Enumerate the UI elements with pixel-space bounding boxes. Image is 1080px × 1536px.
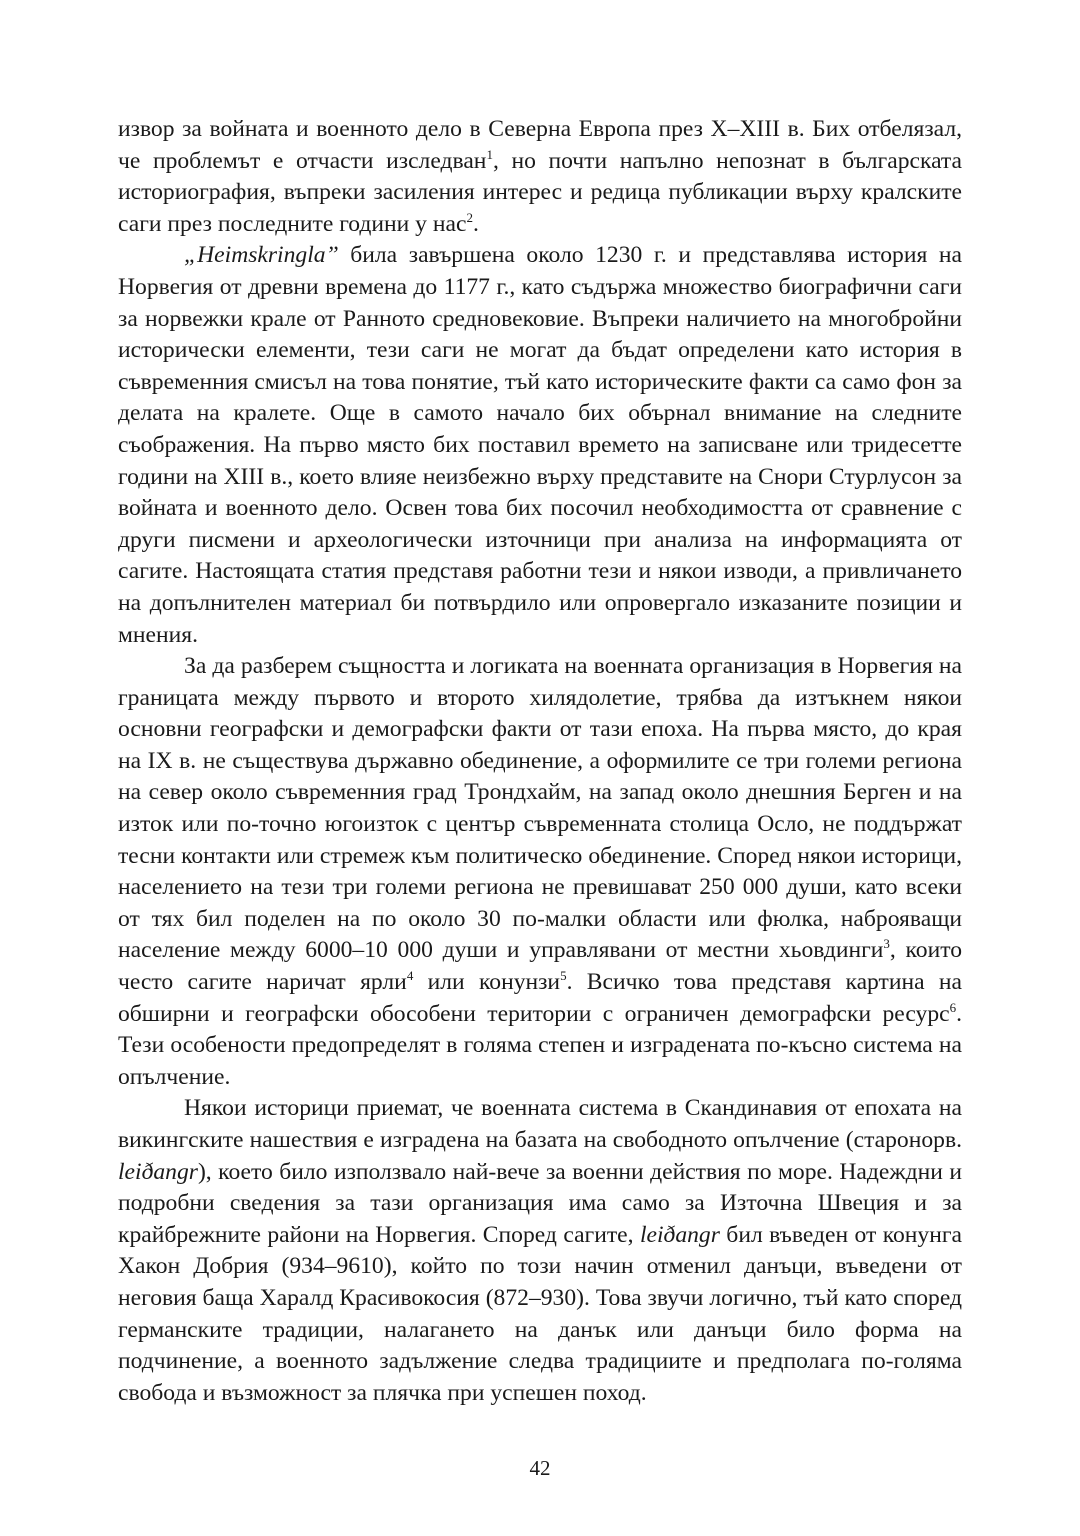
paragraph-4 (118, 1093, 962, 1409)
text-span: ), което било използвало най-вече за военни действия по море. Надеждни и подробни сведения за тази организация има само за Източна Швеция и за крайбрежните райони на Норвегия. Според сагите, (118, 1158, 962, 1248)
page-number: 42 (529, 1456, 551, 1480)
text-span: или конунзи (413, 969, 561, 996)
paragraph-1 (118, 114, 962, 240)
page-body (118, 114, 962, 1409)
text-span: била завършена около 1230 г. и представлява история на Норвегия от древни времена до 1177 г., като съдържа множество биографични саги за норвежки крале от Ранното средновековие. Въпреки наличието на многобройни исторически елементи, тези саги не могат да бъдат определени като история в съвременния смисъл на това понятие, тъй като историческите факти са само фон за делата на кралете. Още в самото начало бих обърнал внимание на следните съображения. На първо място бих поставил времето на записване или тридесетте години на XIII в., което влияе неизбежно върху представите на Снори Стурлусон за войната и военното дело. Освен това бих посочил необходимостта от сравнение с други писмени и археологически източници при анализа на информацията от сагите. Настоящата статия представя работни тези и някои изводи, а привличането на допълнителен материал би потвърдило или опровергало изказаните позиции и мнения. (118, 242, 962, 648)
term-leidangr: leiðangr (639, 1221, 720, 1248)
footnote-ref-1[interactable]: 1 (486, 146, 493, 162)
text-span: . (472, 210, 479, 237)
paragraph-2 (118, 240, 962, 651)
text-span: Някои историци приемат, че военната система в Скандинавия от епохата на викингските нашествия е изградена на базата на свободното опълчение (старонорв. (118, 1095, 962, 1153)
text-span: бил въведен от конунга Хакон Добрия (934–9610), който по този начин отменил данъци, въведени от неговия баща Харалд Красивокосия (872–930). Това звучи логично, тъй като според германските традиции, налагането на данък или данъци било форма на подчинение, а военното задължение следва традициите и предполага по-голяма свобода и възможност за плячка при успешен поход. (118, 1221, 963, 1406)
text-span: , но почти напълно непознат в българската историография, въпреки засиления интерес и редица публикации върху кралските саги през последните години у нас (118, 147, 963, 237)
footnote-ref-4[interactable]: 4 (406, 968, 414, 984)
footnote-ref-2[interactable]: 2 (466, 209, 473, 225)
text-span: За да разберем същността и логиката на военната организация в Норвегия на границата между първото и второто хилядолетие, трябва да изтъкнем някои основни географски и демографски факти от тази епоха. На първа място, до края на IX в. не съществува държавно обединение, а оформилите се три големи региона на север около съвременния град Трондхайм, на запад около днешния Берген и на изток или по-точно югоизток с център съвременната столица Осло, не поддържат тесни контакти или стремеж към политическо обединение. Според някои историци, населението на тези три големи региона не превишават 250 000 души, като всеки от тях бил поделен на по около 30 по-малки области или фюлка, наброяващи население между 6000–10 000 души и управлявани от местни хьовдинги (118, 653, 962, 964)
text-span: извор за войната и военното дело в Северна Европа през X–XIII в. Бих отбелязал, че проблемът е отчасти изследван (118, 116, 962, 174)
text-span: , които често сагите наричат ярли (118, 937, 963, 996)
work-title-heimskringla: „Heimskringla” (184, 242, 339, 269)
text-span: . Всичко това представя картина на обширни и географски обособени територии с ограничен демографски ресурс (118, 969, 962, 1027)
footnote-ref-6[interactable]: 6 (949, 999, 957, 1015)
term-leidangr: leiðangr (118, 1158, 198, 1185)
footnote-ref-3[interactable]: 3 (883, 936, 890, 952)
footnote-ref-5[interactable]: 5 (560, 968, 567, 984)
text-span: . Тези особености предопределят в голяма степен и изградената по-късно система на опълчение. (118, 1000, 962, 1090)
paragraph-3 (118, 651, 962, 1093)
